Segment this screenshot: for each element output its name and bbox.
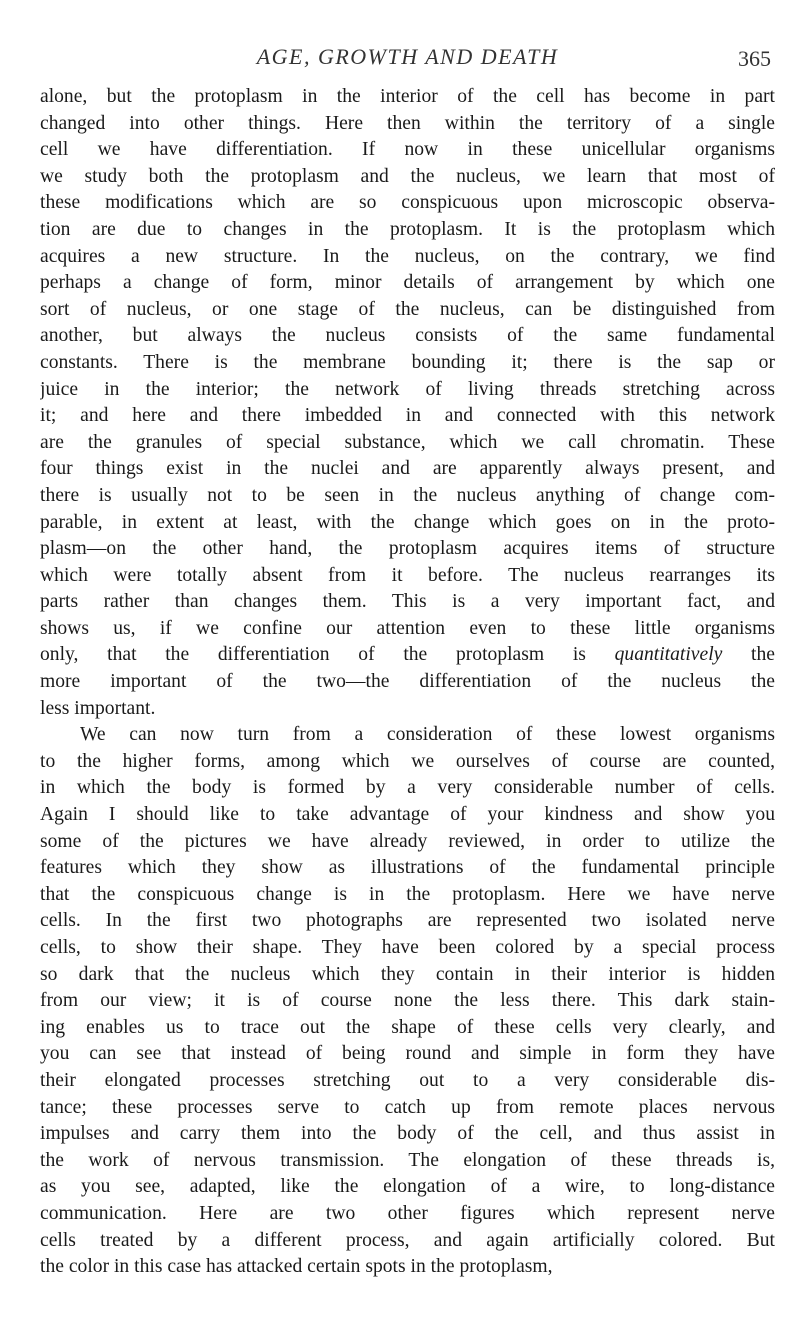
text-line: tance; these processes serve to catch up from remote places nervous (40, 1096, 775, 1118)
text-line: changed into other things. Here then within the territory of a single (40, 112, 775, 134)
text-line: cells, to show their shape. They have been colored by a special process (40, 937, 775, 958)
running-title: AGE, GROWTH AND DEATH (256, 44, 559, 69)
text-line: parts rather than changes them. This is a very important fact, and (40, 591, 775, 613)
text-line: perhaps a change of form, minor details of arrangement by which one (40, 272, 775, 294)
text-line: sort of nucleus, or one stage of the nucleus, can be distinguished from (40, 298, 775, 320)
text-line: the work of nervous transmission. The elongation of these threads is, (40, 1149, 775, 1171)
running-head (40, 44, 775, 74)
text-line: another, but always the nucleus consists of the same fundamental (40, 325, 775, 347)
text-line: shows us, if we confine our attention even to these little organisms (40, 617, 775, 639)
text-line: are the granules of special substance, which we call chromatin. These (40, 431, 775, 453)
text-line: the color in this case has attacked certain spots in the protoplasm, (40, 1256, 553, 1278)
text-line: there is usually not to be seen in the nucleus anything of change com- (40, 484, 775, 506)
text-line: their elongated processes stretching out to a very considerable dis- (40, 1069, 775, 1091)
text-line: some of the pictures we have already reviewed, in order to utilize the (40, 830, 775, 852)
text-line: which were totally absent from it before. The nucleus rearranges its (40, 564, 775, 586)
text-line: features which they show as illustrations of the fundamental principle (40, 857, 775, 879)
text-line: We can now turn from a consideration of these lowest organisms (80, 724, 775, 746)
text-line: juice in the interior; the network of living threads stretching across (40, 378, 775, 400)
text-line: four things exist in the nuclei and are apparently always present, and (40, 458, 775, 480)
text-line: we study both the protoplasm and the nucleus, we learn that most of (40, 165, 775, 187)
text-line: to the higher forms, among which we ourselves of course are counted, (40, 750, 775, 772)
text-line: less important. (40, 697, 156, 719)
text-line: cells. In the first two photographs are represented two isolated nerve (40, 910, 775, 932)
text-line: only, that the differentiation of the protoplasm is quantitatively the (40, 644, 775, 666)
text-line: tion are due to changes in the protoplasm. It is the protoplasm which (40, 218, 775, 240)
paragraph (40, 84, 775, 722)
text-line: parable, in extent at least, with the change which goes on in the proto- (40, 511, 775, 533)
text-line: so dark that the nucleus which they contain in their interior is hidden (40, 963, 775, 985)
text-line: from our view; it is of course none the less there. This dark stain- (40, 990, 775, 1012)
page-number: 365 (738, 46, 771, 71)
text-line: impulses and carry them into the body of the cell, and thus assist in (40, 1123, 775, 1145)
paragraph (40, 722, 775, 1280)
text-line: in which the body is formed by a very considerable number of cells. (40, 777, 775, 799)
text-line: communication. Here are two other figures which represent nerve (40, 1202, 775, 1224)
text-line: you can see that instead of being round and simple in form they have (40, 1043, 775, 1065)
text-line: ing enables us to trace out the shape of these cells very clearly, and (40, 1016, 775, 1038)
text-line: it; and here and there imbedded in and connected with this network (40, 405, 775, 427)
text-line: cell we have differentiation. If now in these unicellular organisms (40, 139, 775, 161)
text-line: plasm—on the other hand, the protoplasm acquires items of structure (40, 538, 775, 560)
body-text (40, 84, 775, 1281)
text-line: alone, but the protoplasm in the interior of the cell has become in part (40, 86, 775, 107)
text-line: more important of the two—the differentiation of the nucleus the (40, 671, 775, 693)
text-line: cells treated by a different process, and again artificially colored. But (40, 1229, 775, 1251)
text-line: that the conspicuous change is in the protoplasm. Here we have nerve (40, 883, 775, 905)
text-line: as you see, adapted, like the elongation of a wire, to long-distance (40, 1176, 775, 1198)
text-line: these modifications which are so conspicuous upon microscopic observa- (40, 192, 775, 214)
text-line: Again I should like to take advantage of your kindness and show you (40, 804, 775, 826)
text-line: constants. There is the membrane bounding it; there is the sap or (40, 351, 775, 373)
text-line: acquires a new structure. In the nucleus, on the contrary, we find (40, 245, 775, 267)
